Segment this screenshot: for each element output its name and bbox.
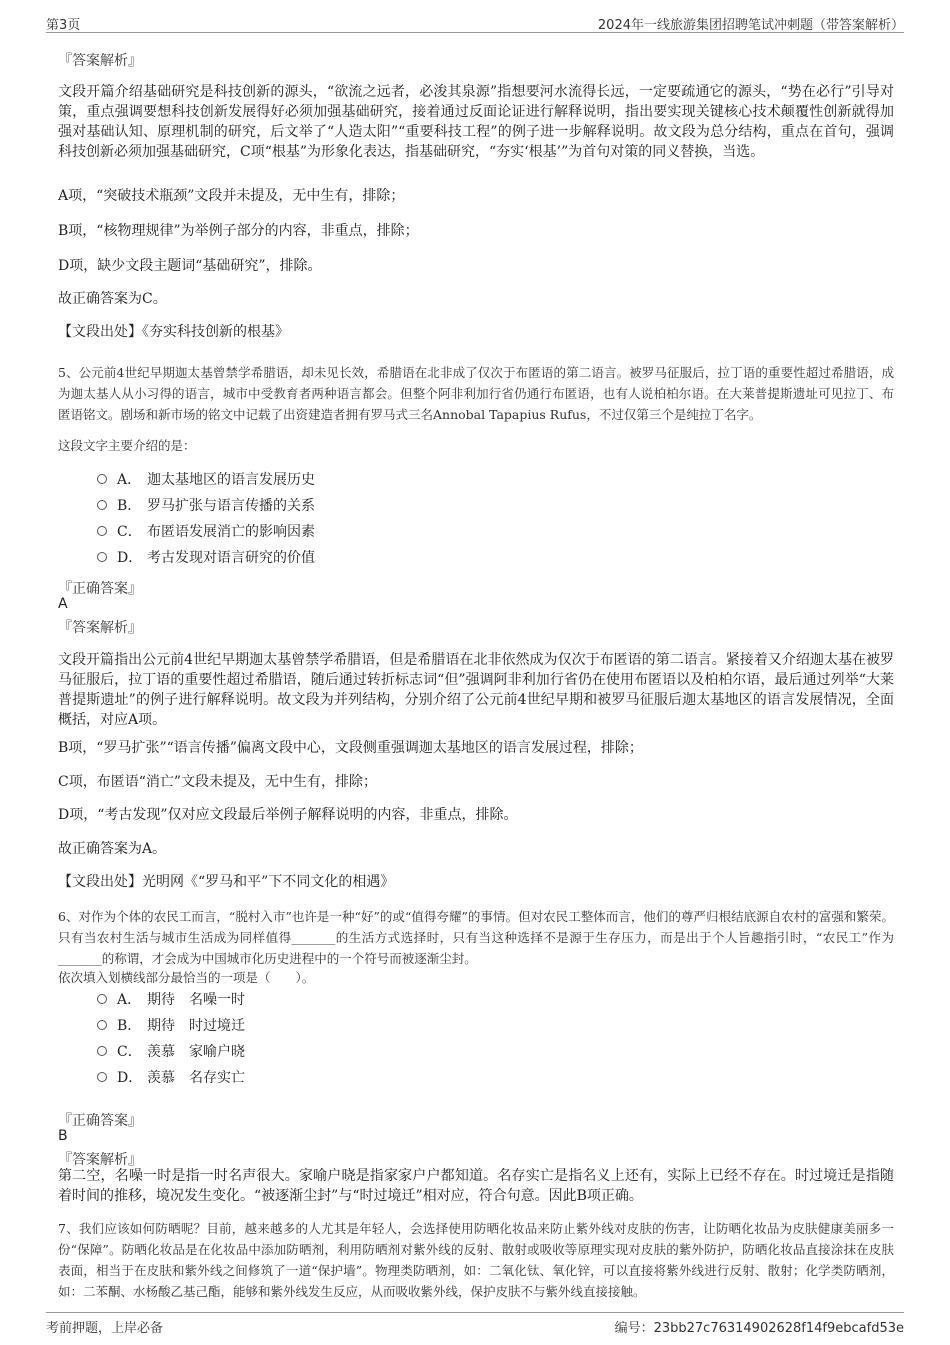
radio-icon[interactable] [97,1072,107,1082]
q6-option-b[interactable]: B． 期待 时过境迁 [97,1016,245,1036]
q6-option-d[interactable]: D． 羡慕 名存实亡 [97,1068,245,1088]
q6-answer-label: 『正确答案』 [58,1113,142,1129]
q5-eliminate-d: D项，“考古发现”仅对应文段最后举例子解释说明的内容，非重点，排除。 [58,807,518,823]
q5-prompt: 这段文字主要介绍的是： [58,438,196,453]
radio-icon[interactable] [97,1046,107,1056]
radio-icon[interactable] [97,474,107,484]
radio-icon[interactable] [97,500,107,510]
q5-option-c[interactable]: C． 布匿语发展消亡的影响因素 [97,522,315,542]
q6-option-a[interactable]: A． 期待 名噪一时 [97,990,245,1010]
q4-source: 【文段出处】《夯实科技创新的根基》 [58,324,289,340]
q7-question-text: 7、我们应该如何防晒呢？目前，越来越多的人尤其是年轻人，会选择使用防晒化妆品来防止紫外线对皮肤的伤害，让防晒化妆品为皮肤健康美丽多一份“保障”。防晒化妆品是在化妆品中添加防晒剂，利用防晒剂对紫外线的反射、散射或吸收等原理实现对皮肤的紫外防护，防晒化妆品直接涂抹在皮肤表面，相当于在皮肤和紫外线之间修筑了一道“保护墙”。物理类防晒剂，如：二氧化钛、氧化锌，可以直接将紫外线进行反射、散射；化学类防晒剂，如：二苯酮、水杨酸乙基己酯，能够和紫外线发生反应，从而吸收紫外线，保护皮肤不与紫外线直接接触。 [58,1221,894,1299]
radio-icon[interactable] [97,552,107,562]
q4-analysis-label: 『答案解析』 [58,53,142,69]
q5-analysis: 文段开篇指出公元前4世纪早期迦太基曾禁学希腊语，但是希腊语在北非依然成为仅次于布匿语的第二语言。紧接着又介绍迦太基在被罗马征服后，拉丁语的重要性超过希腊语，随后通过转折标志词“但”强调阿非利加行省仍在使用布匿语以及柏柏尔语，最后通过列举“大莱普提斯遗址”的例子进行解释说明。故文段为并列结构，分别介绍了公元前4世纪早期和被罗马征服后迦太基地区的语言发展情况，全面概括，对应A项。 [58,652,894,728]
radio-icon[interactable] [97,1020,107,1030]
q6-answer: B [58,1128,68,1144]
document-code: 编号：23bb27c76314902628f14f9ebcafd53e [614,1321,904,1336]
document-title: 2024年一线旅游集团招聘笔试冲刺题（带答案解析） [597,18,904,33]
page-footer [46,1312,904,1336]
page-header [46,12,904,33]
q5-option-d[interactable]: D． 考古发现对语言研究的价值 [97,548,315,568]
footer-slogan: 考前押题，上岸必备 [46,1321,164,1336]
radio-icon[interactable] [97,994,107,1004]
q5-answer: A [58,596,68,612]
q4-eliminate-d: D项，缺少文段主题词“基础研究”，排除。 [58,258,322,274]
q5-source: 【文段出处】光明网《“罗马和平”下不同文化的相遇》 [58,874,395,890]
q5-eliminate-b: B项，“罗马扩张”“语言传播”偏离文段中心，文段侧重强调迦太基地区的语言发展过程，排除； [58,740,643,756]
q4-conclusion: 故正确答案为C。 [58,291,167,307]
q5-option-b[interactable]: B． 罗马扩张与语言传播的关系 [97,496,315,516]
q6-option-c[interactable]: C． 羡慕 家喻户晓 [97,1042,245,1062]
q6-prompt: 依次填入划横线部分最恰当的一项是（ ）。 [58,970,315,985]
q4-eliminate-a: A项，“突破技术瓶颈”文段并未提及，无中生有，排除； [58,188,405,204]
q5-option-a[interactable]: A． 迦太基地区的语言发展历史 [97,470,315,490]
radio-icon[interactable] [97,526,107,536]
page-number: 第3页 [46,18,81,33]
q6-question-text: 6、对作为个体的农民工而言，“脱村入市”也许是一种“好”的或“值得夸耀”的事情。但对农民工整体而言，他们的尊严归根结底源自农村的富强和繁荣。只有当农村生活与城市生活成为同样值得_______的生活方式选择时，只有当这种选择不是源于生存压力，而是出于个人旨趣指引时，“农民工”作为_______的称谓，才会成为中国城市化历史进程中的一个符号而被逐渐尘封。 [58,909,894,966]
q5-analysis-label: 『答案解析』 [58,620,142,636]
q5-conclusion: 故正确答案为A。 [58,841,167,857]
q4-eliminate-b: B项，“核物理规律”为举例子部分的内容，非重点，排除； [58,223,419,239]
q6-analysis: 第二空，名噪一时是指一时名声很大。家喻户晓是指家家户户都知道。名存实亡是指名义上还有，实际上已经不存在。时过境迁是指随着时间的推移，境况发生变化。“被逐渐尘封”与“时过境迁”相对应，符合句意。因此B项正确。 [58,1168,894,1204]
q4-analysis: 文段开篇介绍基础研究是科技创新的源头，“欲流之远者，必浚其泉源”指想要河水流得长远，一定要疏通它的源头，“势在必行”引导对策，重点强调要想科技创新发展得好必须加强基础研究，接着通过反面论证进行解释说明，指出要实现关键核心技术颠覆性创新就得加强对基础认知、原理机制的研究，后文举了“人造太阳”“重要科技工程”的例子进一步解释说明。故文段为总分结构，重点在首句，强调科技创新必须加强基础研究，C项“根基”为形象化表达，指基础研究，“夯实‘根基’”为首句对策的同义替换，当选。 [58,84,894,160]
q6-analysis-label: 『答案解析』 [58,1152,142,1168]
q5-eliminate-c: C项，布匿语“消亡”文段未提及，无中生有，排除； [58,774,378,790]
q5-answer-label: 『正确答案』 [58,581,142,597]
q5-question-text: 5、公元前4世纪早期迦太基曾禁学希腊语，却未见长效，希腊语在北非成了仅次于布匿语的第二语言。被罗马征服后，拉丁语的重要性超过希腊语，成为迦太基人从小习得的语言，城市中受教育者两种语言都会。但整个阿非利加行省仍通行布匿语，也有人说柏柏尔语。在大莱普提斯遗址可见拉丁、布匿语铭文。剧场和新市场的铭文中记载了出资建造者拥有罗马式三名Annobal Tapapius Rufus，不过仅第三个是纯拉丁名字。 [58,365,894,422]
